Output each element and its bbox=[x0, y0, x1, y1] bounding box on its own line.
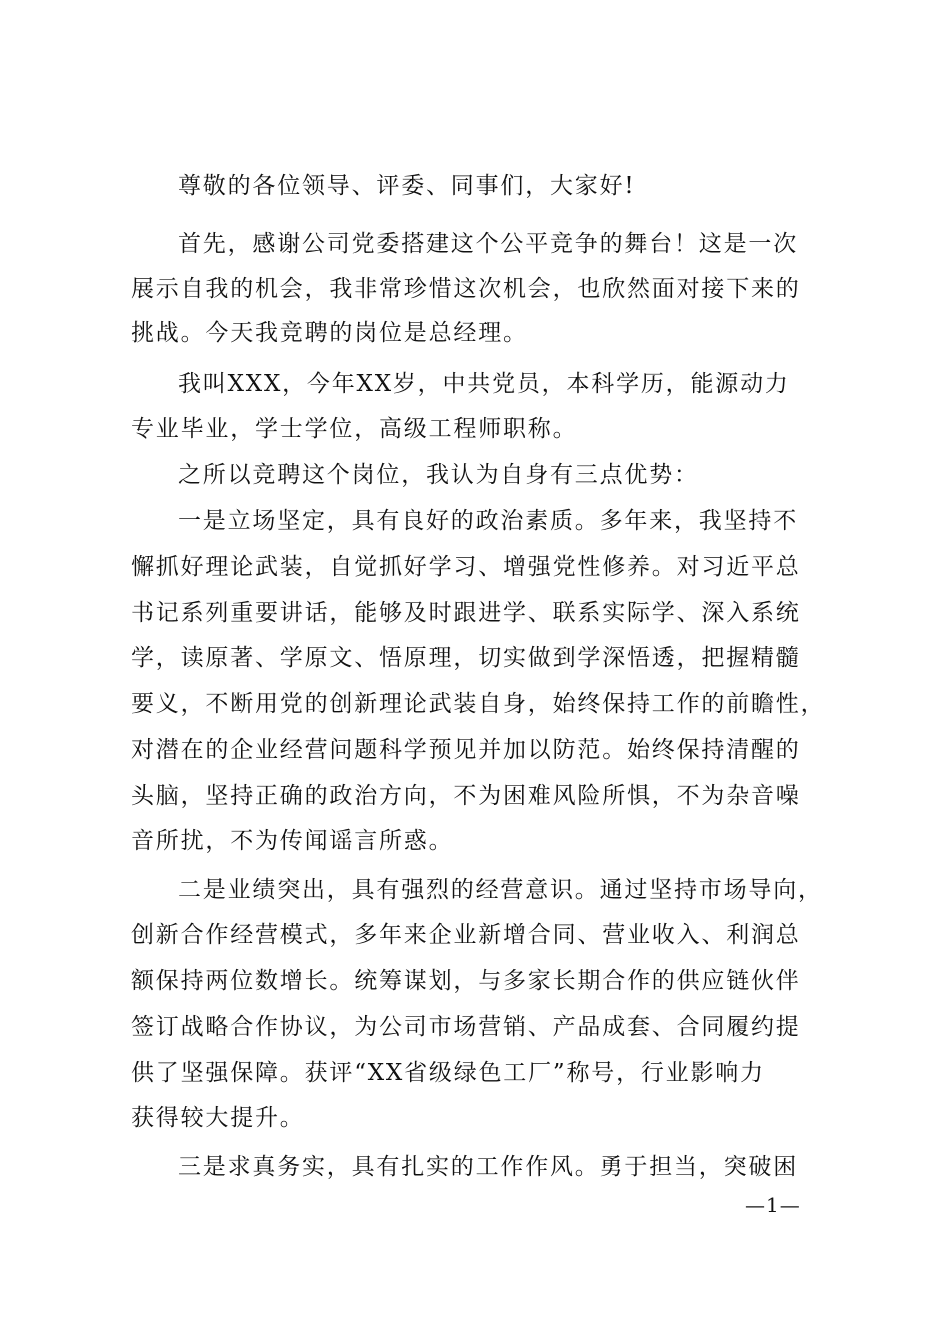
paragraph-line: 供了坚强保障。获评“XX省级绿色工厂”称号，行业影响力 bbox=[131, 1060, 765, 1086]
paragraph-line: 对潜在的企业经营问题科学预见并加以防范。始终保持清醒的 bbox=[131, 737, 801, 763]
paragraph-line: 头脑，坚持正确的政治方向，不为困难风险所惧，不为杂音噪 bbox=[131, 783, 801, 809]
paragraph-line: 专业毕业，学士学位，高级工程师职称。 bbox=[131, 416, 578, 442]
paragraph-line: 额保持两位数增长。统筹谋划，与多家长期合作的供应链伙伴 bbox=[131, 968, 801, 994]
page-number: —1— bbox=[745, 1193, 801, 1217]
paragraph-line: 挑战。今天我竞聘的岗位是总经理。 bbox=[131, 320, 528, 346]
paragraph-line: 之所以竞聘这个岗位，我认为自身有三点优势： bbox=[178, 462, 699, 488]
paragraph-line: 懈抓好理论武装，自觉抓好学习、增强党性修养。对习近平总 bbox=[131, 554, 801, 580]
paragraph-line: 音所扰，不为传闻谣言所惑。 bbox=[131, 828, 454, 854]
paragraph-line: 书记系列重要讲话，能够及时跟进学、联系实际学、深入系统 bbox=[131, 600, 801, 626]
paragraph-line: 创新合作经营模式，多年来企业新增合同、营业收入、利润总 bbox=[131, 922, 801, 948]
paragraph-line: 二是业绩突出，具有强烈的经营意识。通过坚持市场导向， bbox=[178, 877, 823, 903]
paragraph-line: 获得较大提升。 bbox=[131, 1105, 305, 1131]
paragraph-line: 要义，不断用党的创新理论武装自身，始终保持工作的前瞻性， bbox=[131, 691, 826, 717]
paragraph-line: 学，读原著、学原文、悟原理，切实做到学深悟透，把握精髓 bbox=[131, 645, 801, 671]
paragraph-line: 我叫XXX，今年XX岁，中共党员，本科学历，能源动力 bbox=[178, 371, 790, 397]
greeting-line: 尊敬的各位领导、评委、同事们，大家好! bbox=[178, 173, 636, 199]
paragraph-line: 首先，感谢公司党委搭建这个公平竞争的舞台！这是一次 bbox=[178, 231, 798, 257]
paragraph-line: 展示自我的机会，我非常珍惜这次机会，也欣然面对接下来的 bbox=[131, 276, 801, 302]
paragraph-line: 一是立场坚定，具有良好的政治素质。多年来，我坚持不 bbox=[178, 508, 798, 534]
paragraph-line: 三是求真务实，具有扎实的工作作风。勇于担当，突破困 bbox=[178, 1154, 798, 1180]
paragraph-line: 签订战略合作协议，为公司市场营销、产品成套、合同履约提 bbox=[131, 1014, 801, 1040]
